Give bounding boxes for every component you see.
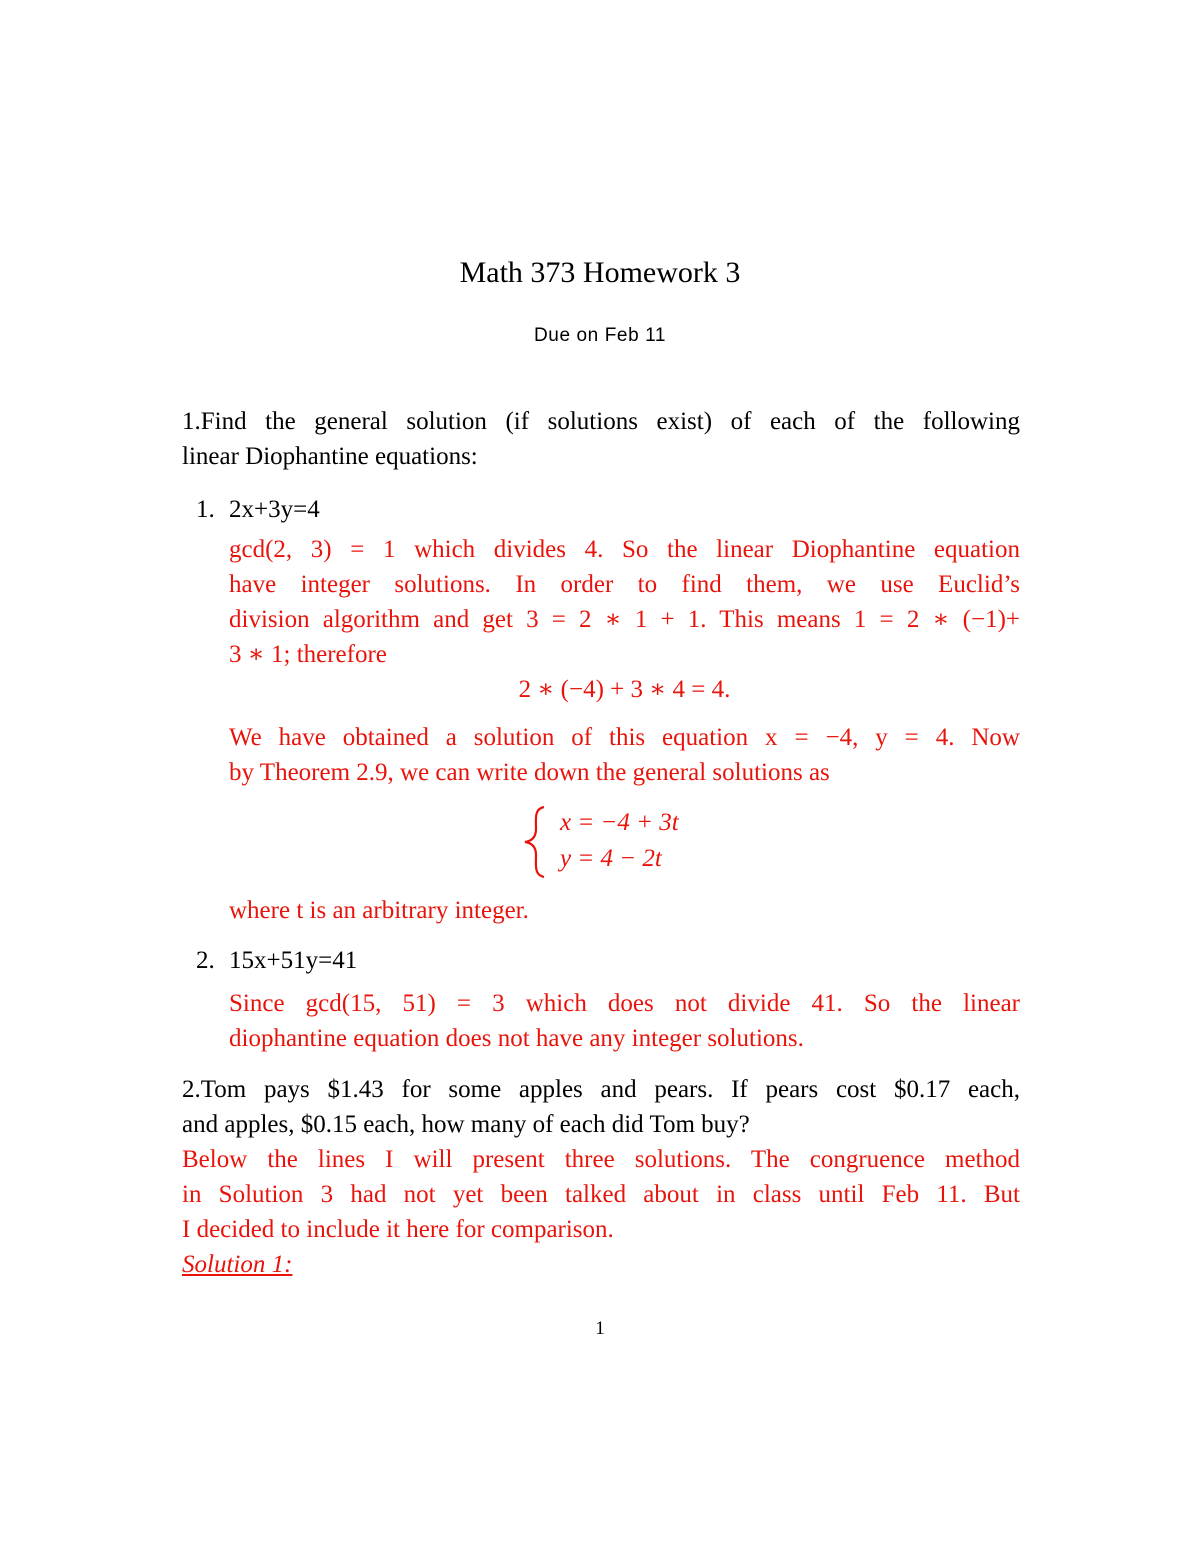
due-date: Due on Feb 11	[533, 325, 667, 346]
item-2-label: 2.	[196, 947, 215, 974]
item-1-answer-line-2: have integer solutions. In order to find them, we use Euclid’s	[229, 571, 1020, 598]
item-1-answer-line-6: by Theorem 2.9, we can write down the general solutions as	[229, 759, 830, 786]
item-1-answer-line-1: gcd(2, 3) = 1 which divides 4. So the linear Diophantine equation	[229, 536, 1020, 563]
item-1-equation: 2x+3y=4	[229, 496, 320, 523]
solution-1-heading: Solution 1:	[182, 1251, 293, 1278]
question-1-line-2: linear Diophantine equations:	[182, 443, 478, 470]
item-1-answer-line-3: division algorithm and get 3 = 2 ∗ 1 + 1. This means 1 = 2 ∗ (−1)+	[229, 606, 1020, 633]
item-1-answer	[229, 532, 1020, 672]
item-1-display-equation: 2 ∗ (−4) + 3 ∗ 4 = 4.	[518, 676, 731, 703]
item-2-equation: 15x+51y=41	[229, 947, 358, 974]
question-1-line-1: 1.Find the general solution (if solutions exist) of each of the following	[182, 408, 1020, 435]
note-line-2: in Solution 3 had not yet been talked about in class until Feb 11. But	[182, 1181, 1020, 1208]
item-2-answer-line-1: Since gcd(15, 51) = 3 which does not divide 41. So the linear	[229, 990, 1020, 1017]
page-title: Math 373 Homework 3	[459, 256, 741, 289]
item-1-answer-line-7: where t is an arbitrary integer.	[229, 897, 529, 924]
question-2-prompt	[182, 1072, 1020, 1142]
question-2-line-2: and apples, $0.15 each, how many of each did Tom buy?	[182, 1111, 750, 1138]
note-line-3: I decided to include it here for comparison.	[182, 1216, 614, 1243]
general-solution-cases	[520, 805, 740, 885]
item-1-answer-cont	[229, 720, 1020, 790]
item-2-answer	[229, 986, 1020, 1056]
note-line-1: Below the lines I will present three solutions. The congruence method	[182, 1146, 1020, 1173]
question-2-note	[182, 1142, 1020, 1282]
item-1-label: 1.	[196, 496, 215, 523]
item-1-answer-line-5: We have obtained a solution of this equation x = −4, y = 4. Now	[229, 724, 1020, 751]
case-y: y = 4 − 2t	[560, 845, 662, 872]
item-2-answer-line-2: diophantine equation does not have any integer solutions.	[229, 1025, 804, 1052]
page-number: 1	[595, 1318, 605, 1339]
left-brace-icon	[520, 805, 550, 879]
case-x: x = −4 + 3t	[560, 809, 679, 836]
item-1-answer-line-4: 3 ∗ 1; therefore	[229, 641, 387, 668]
question-2-line-1: 2.Tom pays $1.43 for some apples and pears. If pears cost $0.17 each,	[182, 1076, 1020, 1103]
question-1-prompt-cont	[182, 439, 1020, 474]
question-1-prompt	[182, 404, 1020, 439]
